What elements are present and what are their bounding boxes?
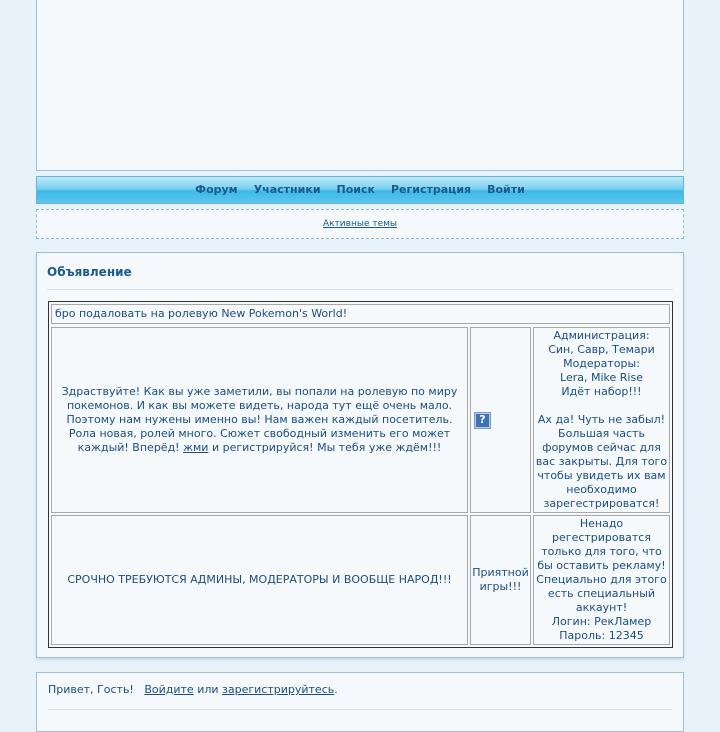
nav-members[interactable]: Участники [253, 183, 321, 196]
guest-greeting [48, 683, 338, 696]
guest-register-link[interactable]: зарегистрируйтесь [222, 683, 335, 696]
admin-line: Ах да! Чуть не забыл! [537, 413, 666, 426]
welcome-text [60, 385, 459, 455]
welcome-text-part: Здраствуйте! Как вы уже заметили, вы попали на ролевую по миру покемонов. И как вы можете видеть, народа тут ещё очень мало. Поэтому нам нужены именно вы! Нам важен каждый посетитель. Рола новая, ролей много. Сюжет свободный изменить его может каждый! Вперёд! [61, 385, 458, 454]
guest-login-link[interactable]: Войдите [144, 683, 194, 696]
urgent-text: СРОЧНО ТРЕБУЮТСЯ АДМИНЫ, МОДЕРАТОРЫ И ВООБЩЕ НАРОД!!! [67, 573, 452, 586]
icon-cell [470, 327, 531, 513]
adv-line: Ненадо регестрироватся только для того, что бы оставить рекламу! Специально для этого есть специальный аккаунт! [536, 517, 667, 614]
welcome-heading: бро подаловать на ролевую New Pokemon's World! [55, 307, 348, 320]
announcement-title: Объявление [47, 265, 132, 279]
guest-hello: Привет, Гость! [48, 683, 145, 696]
enjoy-cell [470, 515, 531, 645]
nav-forum[interactable]: Форум [195, 183, 238, 196]
admin-line: Модераторы: [563, 357, 640, 370]
admin-line: Администрация: [553, 329, 650, 342]
admin-info [535, 329, 668, 511]
admin-line: Lera, Mike Rise [560, 371, 643, 384]
table-header-cell [51, 304, 670, 324]
nav-login[interactable]: Войти [487, 183, 525, 196]
welcome-cell [51, 327, 468, 513]
adv-cell [533, 515, 670, 645]
admin-line: Идёт набор!!! [561, 385, 642, 398]
nav-search[interactable]: Поиск [336, 183, 375, 196]
header-banner [36, 0, 684, 171]
guest-panel [36, 672, 684, 732]
main-nav [36, 176, 684, 204]
guest-or: или [193, 683, 223, 696]
admin-cell [533, 327, 670, 513]
adv-info [535, 517, 668, 643]
active-topics-link[interactable]: Активные темы [322, 219, 398, 229]
question-icon: ? [474, 412, 491, 429]
enjoy-text: Приятной игры!!! [472, 566, 529, 593]
urgent-cell [51, 515, 468, 645]
active-topics-bar [36, 209, 684, 239]
welcome-link[interactable]: жми [183, 441, 209, 454]
divider [47, 289, 673, 290]
announcement-panel [36, 252, 684, 658]
nav-register[interactable]: Регистрация [391, 183, 472, 196]
admin-line: Большая часть форумов сейчас для вас закрыты. Для того чтобы увидеть их вам необходимо зарегестрироватся! [535, 427, 668, 510]
admin-line [535, 399, 668, 413]
adv-line: Логин: РекЛамер [551, 615, 652, 628]
divider [48, 709, 672, 710]
guest-end: . [334, 683, 338, 696]
adv-line: Пароль: 12345 [559, 629, 644, 642]
admin-line: Син, Савр, Темари [548, 343, 655, 356]
announcement-table [48, 301, 673, 648]
welcome-text-part: и регистрируйся! Мы тебя уже ждём!!! [208, 441, 442, 454]
